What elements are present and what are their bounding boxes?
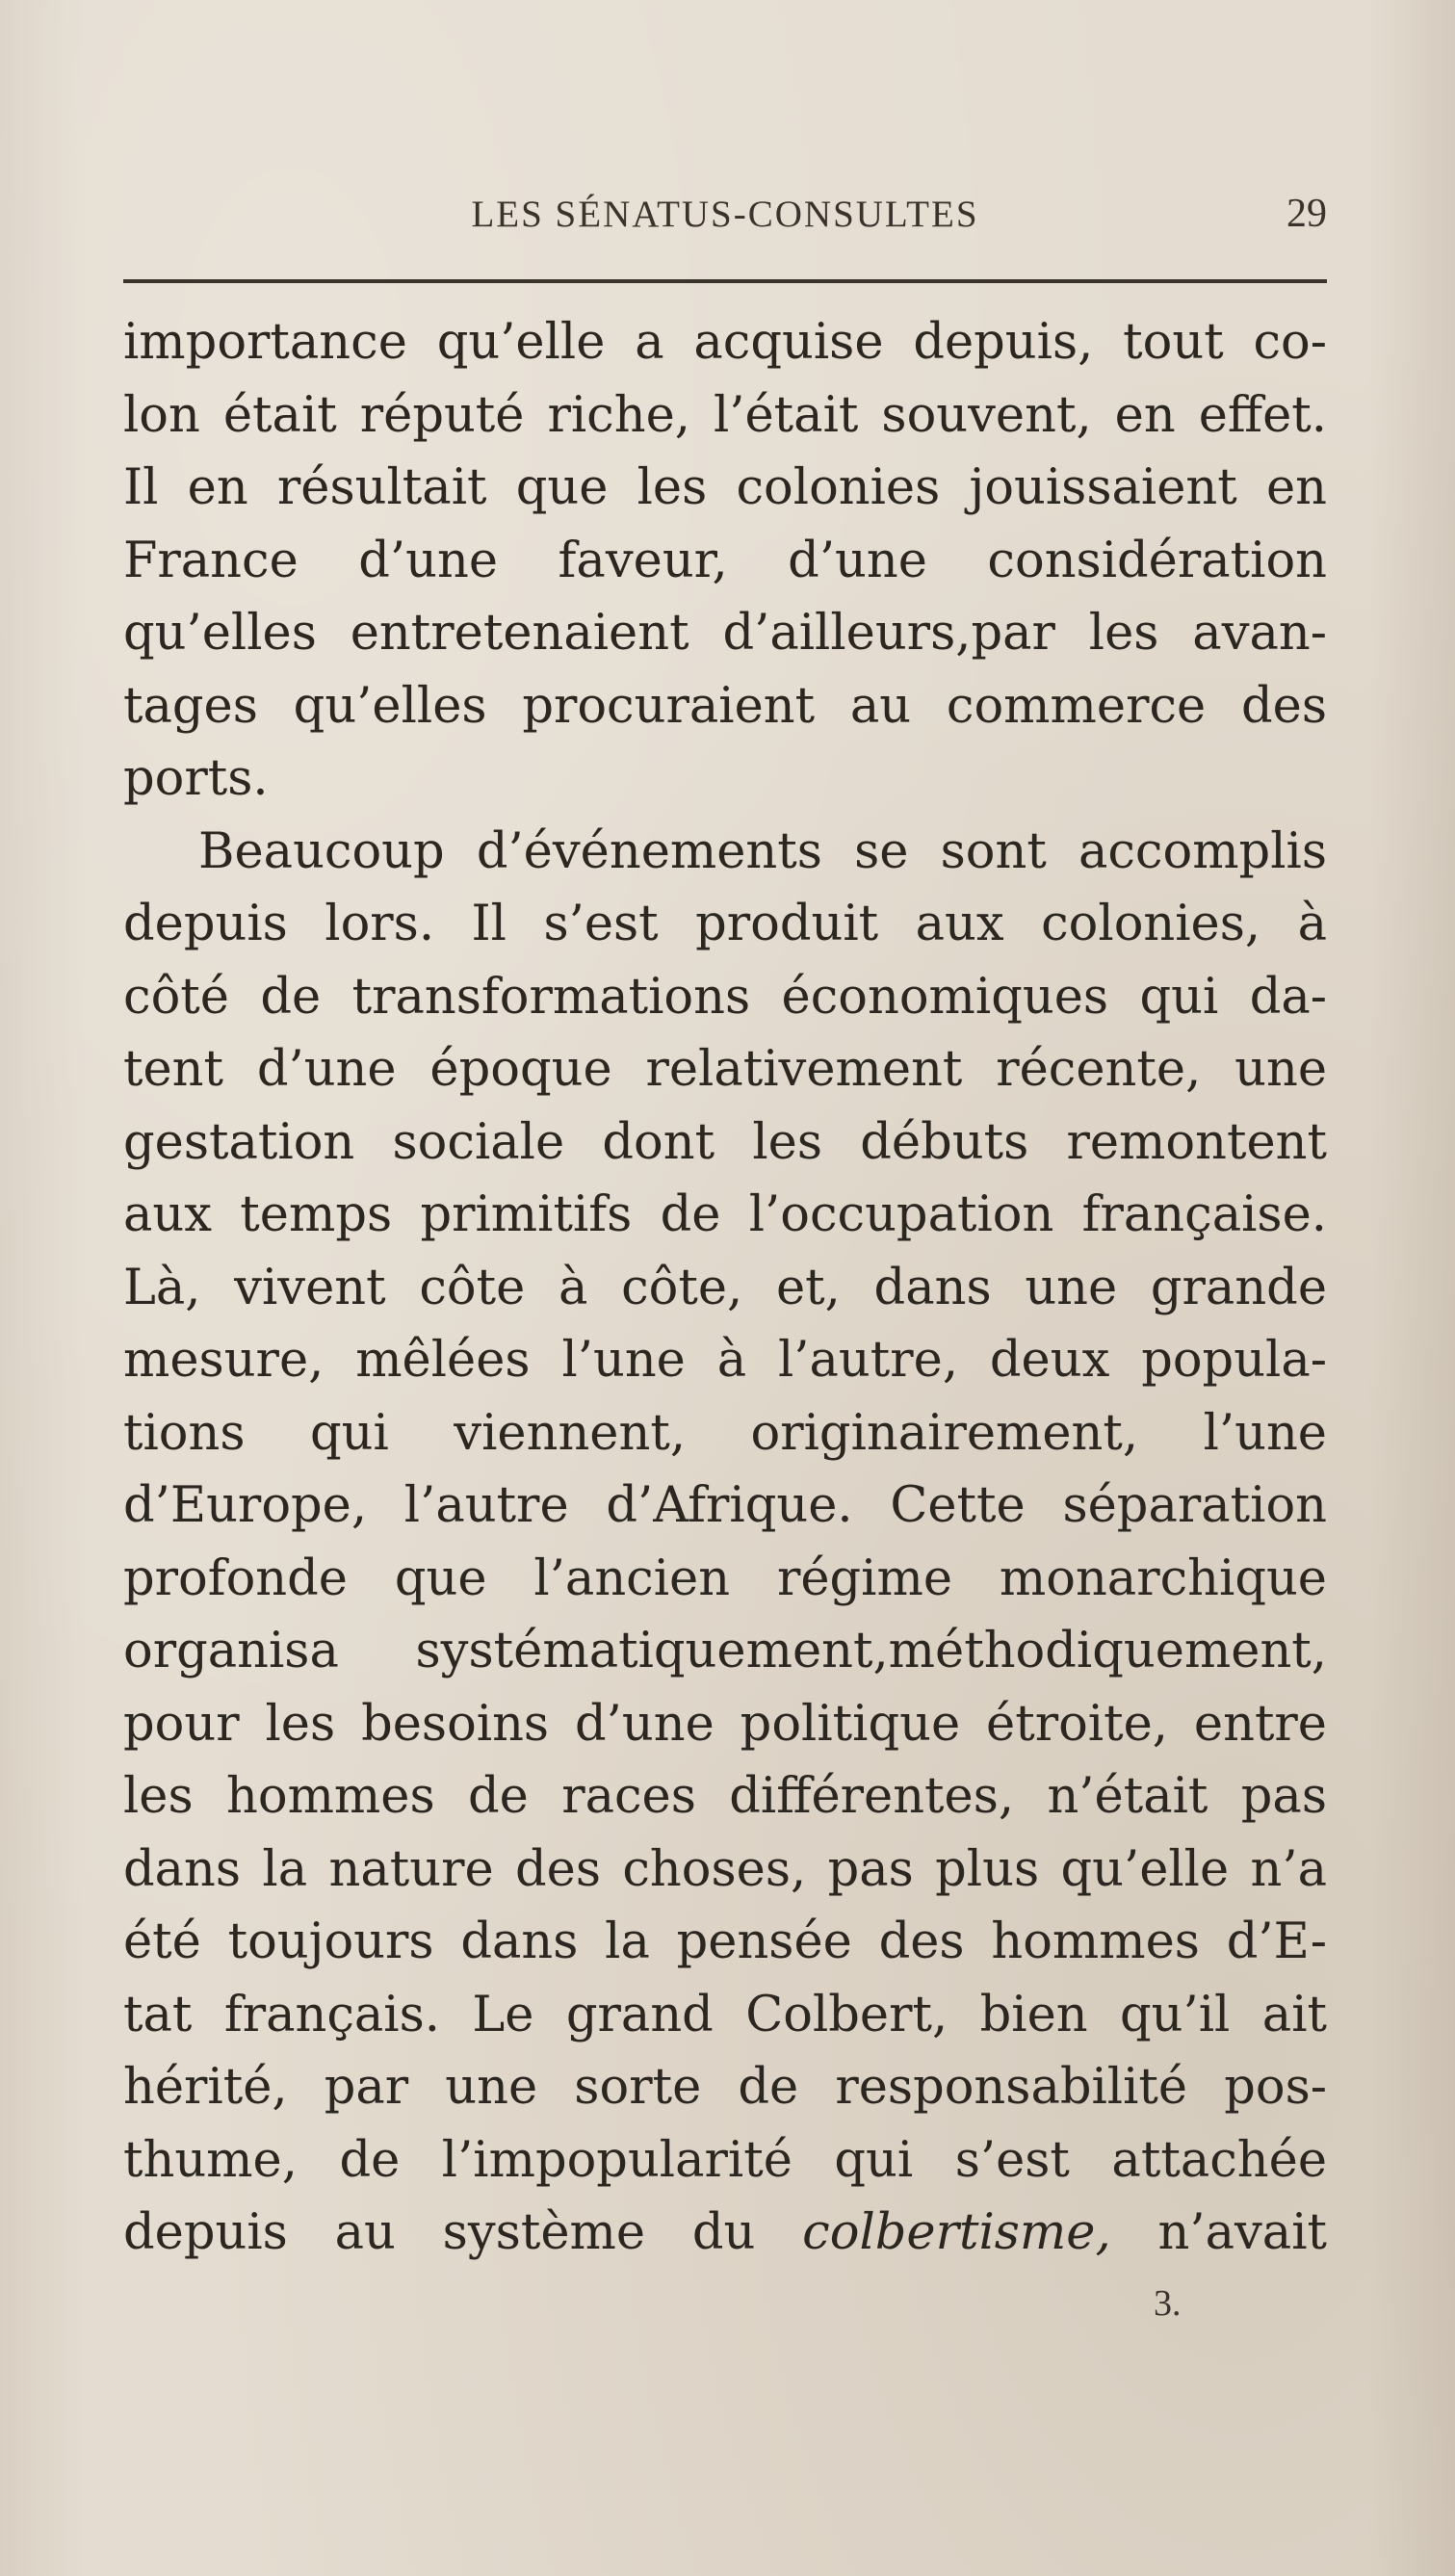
text-line-final <box>123 2197 1327 2270</box>
text-line: aux temps primitifs de l’occupation française. <box>123 1186 1327 1243</box>
text-line: lon était réputé riche, l’était souvent, en effet. <box>123 386 1327 444</box>
italic-word: colbertisme, <box>802 2204 1111 2261</box>
text-line: été toujours dans la pensée des hommes d’E- <box>123 1913 1327 1970</box>
text-line: dans la nature des choses, pas plus qu’elle n’a <box>123 1840 1327 1898</box>
text-line: Beaucoup d’événements se sont accomplis <box>198 822 1327 880</box>
text-line: thume, de l’impopularité qui s’est attachée <box>123 2131 1327 2189</box>
signature-mark: 3. <box>1154 2283 1182 2324</box>
text-line: France d’une faveur, d’une considération <box>123 532 1327 589</box>
final-line-end: n’avait <box>1110 2204 1327 2261</box>
text-line: mesure, mêlées l’une à l’autre, deux popula- <box>123 1332 1327 1389</box>
text-line: tat français. Le grand Colbert, bien qu’il ait <box>123 1986 1327 2043</box>
final-line-start: depuis au système du <box>123 2204 803 2261</box>
running-title: LES SÉNATUS-CONSULTES <box>471 194 979 235</box>
text-line: côté de transformations économiques qui da- <box>123 968 1327 1026</box>
text-line: pour les besoins d’une politique étroite, entre <box>123 1695 1327 1753</box>
text-line: ports. <box>123 750 269 807</box>
text-line: gestation sociale dont les débuts remontent <box>123 1113 1327 1171</box>
text-line: qu’elles entretenaient d’ailleurs,par les avan- <box>123 605 1327 662</box>
text-line: profonde que l’ancien régime monarchique <box>123 1549 1327 1607</box>
text-line: depuis lors. Il s’est produit aux colonies, à <box>123 896 1327 952</box>
text-line: Il en résultait que les colonies jouissaient en <box>123 459 1327 516</box>
page-number: 29 <box>1286 192 1327 236</box>
text-line: tions qui viennent, originairement, l’une <box>123 1404 1327 1462</box>
text-line: les hommes de races différentes, n’était pas <box>123 1768 1327 1825</box>
header-rule <box>123 279 1327 283</box>
text-line: hérité, par une sorte de responsabilité pos- <box>123 2059 1327 2116</box>
running-head <box>123 189 1327 247</box>
text-line: tages qu’elles procuraient au commerce des <box>123 677 1327 735</box>
text-line: importance qu’elle a acquise depuis, tout co- <box>123 314 1327 371</box>
text-line: d’Europe, l’autre d’Afrique. Cette séparation <box>123 1477 1327 1534</box>
text-line: tent d’une époque relativement récente, une <box>123 1041 1327 1098</box>
text-line: organisa systématiquement,méthodiquement, <box>123 1623 1327 1679</box>
body-text <box>123 306 1327 2270</box>
text-line: Là, vivent côte à côte, et, dans une grande <box>123 1259 1327 1316</box>
